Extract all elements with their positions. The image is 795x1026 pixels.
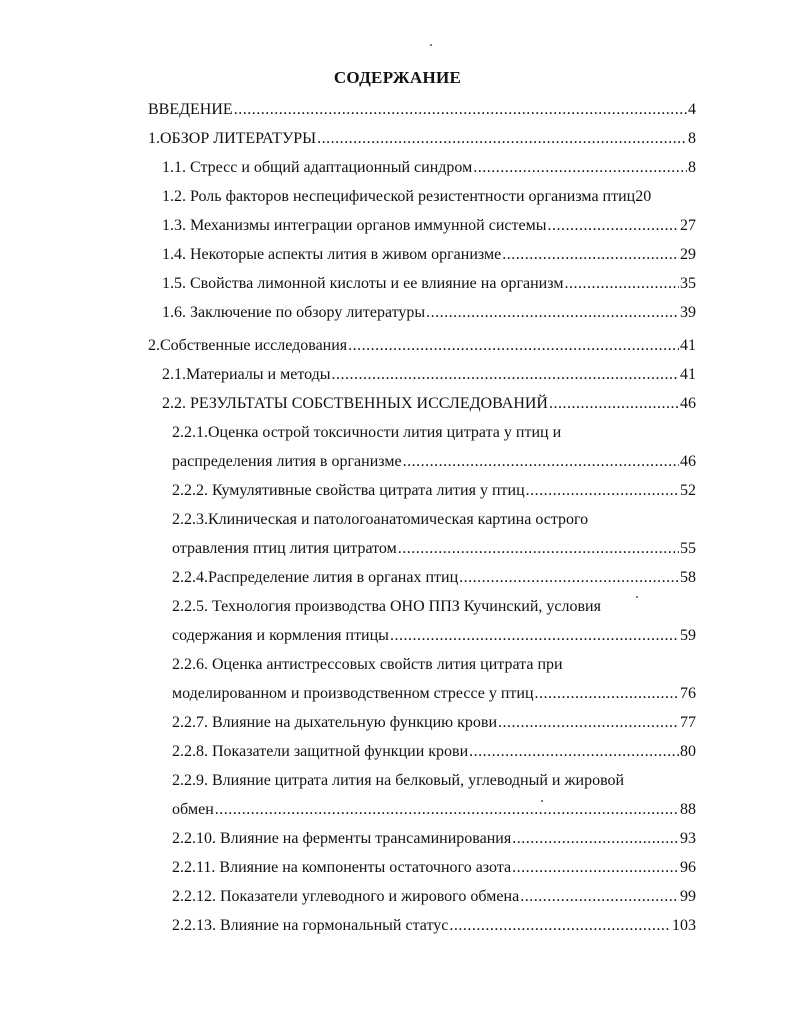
toc-entry-1-6 [162,303,696,323]
toc-entry-2-2-1-first-line: 2.2.1.Оценка острой токсичности лития цитрата у птиц и [172,424,562,441]
toc-entry-page: 29 [680,246,696,263]
scan-speck [541,800,543,802]
toc-entry-page: 58 [680,569,696,586]
toc-entry-2-2-9 [172,800,696,820]
toc-leader-dots [520,887,679,907]
toc-entry-title: 2.Собственные исследования [148,337,348,354]
toc-entry-introduction [148,100,696,120]
toc-entry-title: обмен [172,801,214,818]
toc-leader-dots [234,100,687,120]
toc-leader-dots [549,394,679,414]
toc-entry-1-5 [162,274,696,294]
toc-entry-page: 55 [680,540,696,557]
toc-entry-title: ВВЕДЕНИЕ [148,101,233,118]
toc-entry-page: 41 [680,366,696,383]
toc-entry-2-2-8 [172,742,696,762]
toc-entry-2-2-2 [172,481,696,501]
toc-entry-chapter-1 [148,129,696,149]
toc-entry-page: 8 [688,130,696,147]
toc-entry-2-2-3 [172,539,696,559]
toc-entry-page: 46 [680,395,696,412]
toc-entry-2-2-5 [172,626,696,646]
toc-entry-page: 39 [680,304,696,321]
toc-leader-dots [332,365,679,385]
toc-entry-title: 2.2.7. Влияние на дыхательную функцию крови [172,714,497,731]
toc-entry-page: 4 [688,101,696,118]
toc-entry-title: 2.2.10. Влияние на ферменты трансаминирования [172,830,512,847]
toc-entry-page: 96 [680,859,696,876]
toc-entry-page: 35 [680,275,696,292]
toc-entry-title: 2.2.13. Влияние на гормональный статус [172,917,449,934]
toc-entry-2-2-4 [172,568,696,588]
toc-leader-dots [469,742,679,762]
toc-entry-title: 2.2.8. Показатели защитной функции крови [172,743,469,760]
toc-entry-chapter-2 [148,336,696,356]
toc-leader-dots [348,336,679,356]
toc-entry-1-2 [162,187,696,207]
toc-entry-page: 76 [680,685,696,702]
toc-entry-2-2-9-first-line: 2.2.9. Влияние цитрата лития на белковый, углеводный и жировой [172,772,625,789]
toc-entry-title: 2.2.2. Кумулятивные свойства цитрата лития у птиц [172,482,525,499]
toc-entry-page: 80 [680,743,696,760]
toc-entry-2-2-13 [172,916,696,936]
toc-entry-title: 2.1.Материалы и методы [162,366,331,383]
toc-entry-title: 1.2. Роль факторов неспецифической резистентности организма птиц [162,188,636,205]
toc-entry-2-2-11 [172,858,696,878]
toc-entry-page: 41 [680,337,696,354]
toc-leader-dots [547,216,679,236]
scan-speck [636,596,638,598]
toc-entry-title: 1.4. Некоторые аспекты лития в живом организме [162,246,502,263]
toc-entry-2-2-6-first-line: 2.2.6. Оценка антистрессовых свойств лития цитрата при [172,656,563,673]
toc-entry-2-1 [162,365,696,385]
toc-leader-dots [498,713,679,733]
toc-entry-title: 1.ОБЗОР ЛИТЕРАТУРЫ [148,130,317,147]
toc-entry-page: 8 [688,159,696,176]
toc-entry-title: содержания и кормления птицы [172,627,389,644]
page-title: СОДЕРЖАНИЕ [333,68,462,87]
toc-entry-title: 1.3. Механизмы интеграции органов иммунной системы [162,217,547,234]
toc-leader-dots [398,539,679,559]
toc-entry-2-2-5-first-line: 2.2.5. Технология производства ОНО ППЗ Кучинский, условия [172,598,601,615]
toc-leader-dots [535,684,679,704]
toc-entry-page: 59 [680,627,696,644]
toc-entry-2-2 [162,394,696,414]
toc-entry-title: 2.2.12. Показатели углеводного и жирового обмена [172,888,520,905]
toc-leader-dots [512,829,679,849]
toc-leader-dots [473,158,687,178]
toc-entry-2-2-6 [172,684,696,704]
toc-entry-page: 99 [680,888,696,905]
toc-entry-title: отравления птиц лития цитратом [172,540,397,557]
toc-leader-dots [426,303,679,323]
toc-entry-page: 103 [672,917,696,934]
toc-leader-dots [564,274,679,294]
toc-entry-title: 2.2. РЕЗУЛЬТАТЫ СОБСТВЕННЫХ ИССЛЕДОВАНИЙ [162,395,548,412]
toc-leader-dots [403,452,679,472]
toc-entry-title: 2.2.4.Распределение лития в органах птиц [172,569,459,586]
toc-entry-page: 77 [680,714,696,731]
toc-entry-2-2-7 [172,713,696,733]
toc-entry-page: 88 [680,801,696,818]
toc-entry-2-2-12 [172,887,696,907]
toc-entry-title: 2.2.11. Влияние на компоненты остаточного азота [172,859,512,876]
scan-speck [430,44,432,46]
toc-entry-1-1 [162,158,696,178]
toc-entry-2-2-3-first-line: 2.2.3.Клиническая и патологоанатомическая картина острого [172,511,589,528]
toc-entry-title: 1.6. Заключение по обзору литературы [162,304,426,321]
toc-entry-title: 1.1. Стресс и общий адаптационный синдром [162,159,473,176]
toc-entry-page: 93 [680,830,696,847]
toc-entry-page: 27 [680,217,696,234]
toc-entry-title: моделированном и производственном стрессе у птиц [172,685,534,702]
toc-leader-dots [526,481,679,501]
toc-entry-1-3 [162,216,696,236]
toc-leader-dots [215,800,679,820]
toc-entry-title: 1.5. Свойства лимонной кислоты и ее влияние на организм [162,275,564,292]
toc-entry-2-2-10 [172,829,696,849]
toc-leader-dots [449,916,671,936]
toc-entry-title: распределения лития в организме [172,453,402,470]
toc-entry-1-4 [162,245,696,265]
toc-entry-2-2-1 [172,452,696,472]
toc-leader-dots [459,568,679,588]
toc-entry-page: 20 [635,188,652,205]
toc-entry-page: 52 [680,482,696,499]
toc-leader-dots [390,626,679,646]
toc-entry-page: 46 [680,453,696,470]
toc-leader-dots [317,129,687,149]
toc-leader-dots [502,245,679,265]
toc-leader-dots [512,858,679,878]
